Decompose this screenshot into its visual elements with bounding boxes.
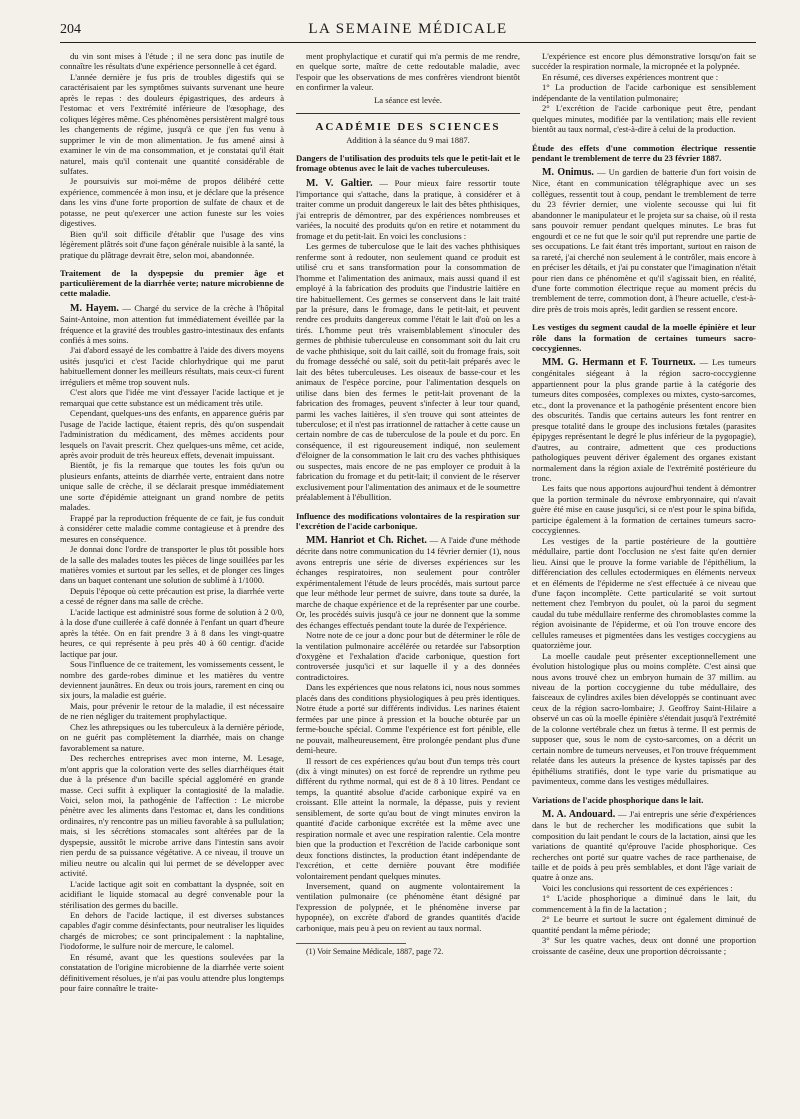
paragraph: Notre note de ce jour a donc pour but de déterminer le rôle de la ventilation pulmonaire accélérée ou retardée sur l'absorption d'oxygène et l'exhalation d'acide carbonique, question fort controversée jusqu'ici et sur laquelle il y a des données contradictoires.: [296, 630, 520, 682]
paragraph: du vin sont mises à l'étude ; il ne sera donc pas inutile de connaître les résultats d'une expérience personnelle à cet égard.: [60, 51, 284, 72]
paragraph: Frappé par la reproduction fréquente de ce fait, je fus conduit à considérer cette maladie comme contagieuse et à prendre des mesures en conséquence.: [60, 512, 284, 544]
paragraph: L'expérience est encore plus démonstrative lorsqu'on fait se succéder la respiration normale, la micropnée et la polypnée.: [532, 51, 756, 72]
paragraph: Sous l'influence de ce traitement, les vomissements cessent, le nombre des garde-robes diminue et les matières du ventre deviennent jaunâtres. En deux ou trois jours, rarement en cinq ou six jours, la maladie est guérie.: [60, 659, 284, 701]
paragraph: 2° Le beurre et surtout le sucre ont également diminué de quantité pendant la même période;: [532, 914, 756, 935]
author-name: M. V. Galtier.: [306, 177, 373, 189]
section-heading: Traitement de la dyspepsie du premier âge et particulièrement de la diarrhée verte; nature microbienne de cette maladie.: [60, 268, 284, 299]
paragraph: Dans les expériences que nous relatons ici, nous nous sommes placés dans des conditions physiologiques à peu près identiques. Notre étude a porté sur différents individus. Les narines étaient fermées par une pince à pression et la bouche obturée par un ferme-bouche spécial. Comme l'expérience est fort pénible, elle ne pouvait, malheureusement, être prolongée pendant plus d'une demi-heure.: [296, 682, 520, 756]
session-date: Addition à la séance du 9 mai 1887.: [346, 134, 470, 145]
paragraph: L'année dernière je fus pris de troubles digestifs qui se caractérisaient par les symptômes suivants survenant une heure après le repas : des douleurs épigastriques, des ardeurs à l'estomac et vers l'extrémité inférieure de l'œsophage, des coliques légères même. Ces phénomènes persistèrent malgré tous les changements de régime, jusqu'à ce que j'en fus venu à supprimer le vin de mon alimentation. Je fus amené ainsi à examiner le vin de ma consommation, et je constatai qu'il était naturel, mais qu'il contenait une quantité considérable de sulfates.: [60, 71, 284, 176]
paragraph: [532, 809, 756, 883]
paragraph: C'est alors que l'idée me vint d'essayer l'acide lactique et je remarquai que cette substance est un médicament très utile.: [60, 387, 284, 408]
paragraph: Des recherches entreprises avec mon interne, M. Lesage, m'ont appris que la coloration verte des selles diarrhéiques était due à la présence d'un bacille spécial aggloméré en grande masse. Ceci suffit à expliquer la contagiosité de la maladie. Voici, selon moi, la pathogénie de l'affection : Le microbe pénètre avec les aliments dans l'estomac et, dans les conditions ordinaires, n'y rencontre pas un milieu favorable à sa pullulation; mais, si les sécrétions stomacales sont altérées par de la dyspepsie, aussitôt le microbe arrive dans l'intestin sans avoir rien perdu de sa puissance végétative. A ce niveau, il trouve un milieu neutre ou alcalin qui lui permet de se développer avec activité.: [60, 753, 284, 879]
paragraph: 1° La production de l'acide carbonique est sensiblement indépendante de la ventilation pulmonaire;: [532, 82, 756, 103]
paragraph-text: — Pour mieux faire ressortir toute l'importance qui s'attache, dans la pratique, à considérer et à traiter comme un produit dangereux le lait des bêtes phthisiques, j'ai entrepris de démontrer, par des expériences nombreuses et variées, la nocuité des produits qu'on en retire et notamment du fromage et du petit-lait. En voici les conclusions :: [296, 177, 520, 241]
author-name: M. A. Andouard.: [542, 808, 616, 820]
paragraph: Chez les athrepsiques ou les tuberculeux à la dernière période, on ne guérit pas complètement la diarrhée, mais on change favorablement sa nature.: [60, 721, 284, 753]
paragraph: [296, 178, 520, 242]
paragraph: Cependant, quelques-uns des enfants, en apparence guéris par l'usage de l'acide lactique, étaient repris, dès qu'on suspendait l'administration du médicament, des mêmes accidents pour lesquels on l'avait prescrit. Chez quelques-uns même, cet acide, après avoir produit de très heureux effets, devenait impuissant.: [60, 408, 284, 461]
column-middle: [296, 51, 520, 994]
paragraph: 3° Sur les quatre vaches, deux ont donné une proportion croissante de caséine, deux une proportion décroissante ;: [532, 935, 756, 956]
paragraph: Bien qu'il soit difficile d'établir que l'usage des vins légèrement plâtrés soit d'une façon générale nuisible à la santé, la pratique du plâtrage devrait être, selon moi, abandonnée.: [60, 228, 284, 260]
academy-title: ACADÉMIE DES SCIENCES: [315, 121, 501, 134]
column-right: [532, 51, 756, 994]
paragraph: Depuis l'époque où cette précaution est prise, la diarrhée verte a cessé de régner dans ma salle de crèche.: [60, 585, 284, 607]
paragraph: L'acide lactique agit soit en combattant la dyspnée, soit en acidifiant le liquide stomacal au degré convenable pour la stérilisation des germes du bacille.: [60, 878, 284, 910]
paragraph: 1° L'acide phosphorique a diminué dans le lait, du commencement à la fin de la lactation ;: [532, 893, 756, 914]
page-header: [60, 20, 756, 43]
paragraph: Les germes de tuberculose que le lait des vaches phthisiques renferme sont à redouter, non seulement quand ce produit est utilisé cru et sans transformation pour la consommation de l'homme et l'alimentation des animaux, mais aussi quand il est employé à la fabrication des produits que l'industrie laitière en tire habituellement. Ces germes se conservent dans le lait traité par la présure, dans le fromage, dans le petit-lait, et peuvent rendre ces produits dangereux comme l'était le lait d'où on les a tirés. L'homme peut très vraisemblablement s'inoculer des germes de phthisie tuberculeuse en consommant soit du lait cru de vache phthisique, soit du lait caillé, soit du fromage frais, soit du fromage desséché ou salé, soit du petit-lait préparés avec le lait des bêtes tuberculeuses. Les oiseaux de basse-cour et les animaux de l'espèce porcine, pour l'alimentation desquels on utilise dans bien des fermes le petit-lait provenant de la fabrication des fromages, peuvent s'infecter à leur tour quand, parmi les vaches laitières, il s'en trouve qui sont atteintes de tuberculose; et il n'est pas irrationnel de rattacher à cette cause un certain nombre de cas de tuberculose de la poule et du porc. En conséquence, il est rigoureusement indiqué, non seulement d'éloigner de la consommation le lait cru des vaches phthisiques ou suspectes, mais encore de ne pas employer ce produit à la fabrication du fromage et du petit-lait; il convient de le réserver exclusivement pour l'alimentation des animaux et de le soumettre préalablement à l'ébullition.: [296, 241, 520, 503]
paragraph: [532, 357, 756, 483]
paragraph-text: — J'ai entrepris une série d'expériences dans le but de rechercher les modifications que subit la composition du lait pendant le cours de la lactation, ainsi que les variations de quantité qu'éprouve l'acide phosphorique. Ces recherches ont porté sur quatre vaches de race parthenaise, de taille et de poids à peu près semblables, et dont l'âge variait de quatre à onze ans.: [532, 808, 756, 883]
section-heading: Influence des modifications volontaires de la respiration sur l'excrétion de l'acide carbonique.: [296, 510, 520, 531]
footnote-rule: [296, 943, 406, 944]
paragraph-text: — Les tumeurs congénitales siégeant à la région sacro-coccygienne appartiennent pour la plus grande partie à la catégorie des tumeurs dites composées, complexes ou mixtes, cysto-sarcomes, etc., dont la provenance et la pathogénie présentent encore bien des obscurités. Tandis que certains auteurs les font rentrer en presque totalité dans le groupe des inclusions fœtales (parasites épipyges représentant le degré le plus inférieur de la pygopagie), d'autres, au contraire, admettent que ces productions pathologiques peuvent dériver également des organes existant normalement dans la région axiale de l'extrémité postérieure du tronc.: [532, 356, 756, 483]
paragraph: En résumé, ces diverses expériences montrent que :: [542, 71, 719, 82]
paragraph: Je donnai donc l'ordre de transporter le plus tôt possible hors de la salle des malades toutes les pièces de linge souillées par les matières vomies et surtout par les selles, et de plonger ces linges dans un baquet contenant une solution de sublimé à 1/1000.: [60, 544, 284, 586]
article-columns: [60, 51, 756, 994]
paragraph: Mais, pour prévenir le retour de la maladie, il est nécessaire de ne rien négliger du traitement prophylactique.: [60, 700, 284, 722]
paragraph: Les vestiges de la partie postérieure de la gouttière médullaire, partie dont l'occlusion ne s'est faite qu'en dernier lieu. Ainsi que le prouve la forme variable de l'épithélium, la différenciation des cellules ectodermiques en éléments nerveux et en éléments de l'épiderme ne s'est effectuée à ce niveau que d'une façon incomplète. Cette particularité se voit surtout nettement chez l'embryon du poulet, où la paroi du segment caudal du tube médullaire renferme des chromoblastes comme la région avoisinante de l'épiderme, et où l'on trouve encore des cellules rameuses et pigmentées dans les vestiges coccygiens au quatorzième jour.: [532, 535, 756, 651]
footnote: (1) Voir Semaine Médicale, 1887, page 72.: [306, 947, 444, 957]
paragraph: [296, 535, 520, 630]
page-number: 204: [60, 22, 81, 37]
paragraph: J'ai d'abord essayé de les combattre à l'aide des divers moyens usités jusqu'ici et c'est l'acide chlorhydrique qui me parut habituellement donner les meilleurs résultats, mais ceux-ci furent irréguliers et même trop souvent nuls.: [60, 345, 284, 387]
paragraph: L'acide lactique est administré sous forme de solution à 2 0/0, à la dose d'une cuillerée à café donnée à l'enfant un quart d'heure après la tétée. On en fait prendre 3 à 8 dans les vingt-quatre heures, ce qui représente à peu près 40 à 60 centigr. d'acide lactique par jour.: [60, 606, 284, 659]
paragraph-text: — A l'aide d'une méthode décrite dans notre communication du 14 février dernier (1), nous avons entrepris une série de diverses expériences sur les échanges respiratoires, non seulement pour contrôler expérimentalement l'étude de leurs procédés, mais surtout parce que leur méthode leur permet de suivre, dans toute sa durée, la marche de chaque expérience et de la représenter par une courbe. Or, les procédés suivis jusqu'à ce jour ne donnent que la somme des échanges effectués pendant toute la durée de l'expérience.: [296, 535, 520, 630]
section-heading: Dangers de l'utilisation des produits tels que le petit-lait et le fromage obtenus avec le lait de vaches tuberculeuses.: [296, 153, 520, 174]
paragraph: 2° L'excrétion de l'acide carbonique peut être, pendant quelques minutes, modifiée par la ventilation; mais elle revient bientôt au taux normal, c'est-à-dire à celui de la production.: [532, 103, 756, 135]
paragraph: Bientôt, je fis la remarque que toutes les fois qu'un ou plusieurs enfants, atteints de diarrhée verte, entraient dans notre unique salle de crèche, il se déclarait presque immédiatement une sorte d'épidémie atteignant un grand nombre de petits malades.: [60, 460, 284, 513]
paragraph: La moelle caudale peut présenter exceptionnellement une évolution histologique plus ou moins complète. C'est ainsi que nous avons trouvé chez un embryon humain de 37 millim. au niveau de la portion coccygienne du tube médullaire, des faisceaux de cylindres axiles bien développés se continuant avec ceux de la région sacro-lombaire; J. Geoffroy Saint-Hilaire a observé un cas où la moelle épinière s'étendait jusqu'à l'extrémité de la colonne vertébrale chez un fœtus à terme. Il est permis de supposer que, sous le nom de cysto-sarcomes, on a décrit un certain nombre de tumeurs nerveuses, et l'on trouve fréquemment relatée dans les auteurs la présence de kystes tapissés par des épithéliums stratifiés, dont le type varie du prismatique au pavimenteux, comme dans les vestiges médullaires.: [532, 650, 756, 787]
section-heading: Les vestiges du segment caudal de la moelle épinière et leur rôle dans la formation de certaines tumeurs sacro-coccygiennes.: [532, 322, 756, 353]
paragraph: En dehors de l'acide lactique, il est diverses substances capables d'agir comme désinfectants, pour neutraliser les liquides chargés de microbes; ce sont principalement : la naphtaline, l'iodoforme, le sulfure noir de mercure, le calomel.: [60, 909, 284, 952]
paragraph: Voici les conclusions qui ressortent de ces expériences :: [542, 882, 733, 893]
paragraph: [532, 167, 756, 314]
session-closed-line: La séance est levée.: [374, 94, 442, 105]
paragraph: [60, 303, 284, 346]
paragraph: Il ressort de ces expériences qu'au bout d'un temps très court (dix à vingt minutes) on est forcé de reprendre un rythme peu différent du rythme normal, qui est de 8 à 10 litres. Pendant ce temps, la quantité absolue d'acide carbonique expiré va en croissant. Elle atteint la normale, la dépasse, puis y revient sensiblement, de sorte qu'au bout de vingt minutes environ la quantité d'acide carbonique excrétée est la même avec une respiration normale et avec une respiration ralentie. Cela montre bien que la production et l'excrétion de l'acide carbonique sont deux fonctions distinctes, la production étant indépendante de l'excrétion, et cette dernière pouvant être modifiée volontairement pendant quelques minutes.: [296, 755, 520, 881]
author-name: M. Hayem.: [70, 302, 119, 314]
paragraph: ment prophylactique et curatif qui m'a permis de me rendre, en quelque sorte, maître de cette redoutable maladie, avec l'espoir que les observations de mes confrères viendront bientôt en confirmer la valeur.: [296, 51, 520, 93]
author-name: M. Onimus.: [542, 167, 594, 179]
section-heading: Variations de l'acide phosphorique dans le lait.: [532, 794, 704, 805]
paragraph: Les faits que nous apportons aujourd'hui tendent à démontrer que la portion terminale du névroxe embryonnaire, qui n'avait guère été mise en cause jusqu'ici, si ce n'est pour le spina bifida, participe également à la formation de certaines tumeurs sacro-coccygiennes.: [532, 483, 756, 536]
column-left: [60, 51, 284, 994]
author-name: MM. G. Hermann et F. Tourneux.: [542, 356, 696, 368]
section-divider: [296, 113, 520, 114]
section-heading: Étude des effets d'une commotion électrique ressentie pendant le tremblement de terre du 23 février 1887.: [532, 142, 756, 163]
paragraph-text: — Un gardien de batterie d'un fort voisin de Nice, étant en communication télégraphique avec un ses collègues, ressentit tout à coup, pendant le tremblement de terre du 23 février dernier, une violente secousse qui lui fit abandonner le manipulateur et le projeta sur sa chaise, où il resta sans pouvoir remuer pendant quelques minutes. Le bras fut engourdi et ce ne fut que le soir qu'il put reprendre une partie de ses occupations. Le fait étant très important, surtout en raison de sa rareté, j'ai cherché non seulement à le contrôler, mais encore à en préciser les détails, et j'ai pu constater que l'imagination n'était pour rien dans ce phénomène et qu'il s'agissait bien, en réalité, d'une forte commotion électrique reçue au moment précis du tremblement de terre, commotion dont, à l'heure actuelle, c'est-à-dire près de trois mois après, ledit gardien se ressent encore.: [532, 167, 756, 314]
author-name: MM. Hanriot et Ch. Richet.: [306, 535, 427, 547]
paragraph: En résumé, avant que les questions soulevées par la constatation de l'origine microbienne de la diarrhée verte soient définitivement résolues, je n'ai pas voulu attendre plus longtemps pour faire connaître le traite-: [60, 951, 284, 994]
paragraph: Je poursuivis sur moi-même de propos délibéré cette expérience, commencée à mon insu, et je déclare que la présence dans les vins d'une forte proportion de sulfate de chaux et de potasse, ne peut qu'exercer une action funeste sur les voies digestives.: [60, 176, 284, 229]
journal-title: LA SEMAINE MÉDICALE: [308, 21, 508, 37]
paragraph: Inversement, quand on augmente volontairement la ventilation pulmonaire (ce phénomène étant désigné par l'expression de polypnée, et le phénomène inverse par hypopnée), on excrète d'abord de grandes quantités d'acide carbonique, mais peu à peu on revient au taux normal.: [296, 880, 520, 933]
paragraph-text: — Chargé du service de la crèche à l'hôpital Saint-Antoine, mon attention fut immédiatement éveillée par la fréquence et la gravité des troubles gastro-intestinaux des enfants confiés à mes soins.: [60, 302, 284, 346]
